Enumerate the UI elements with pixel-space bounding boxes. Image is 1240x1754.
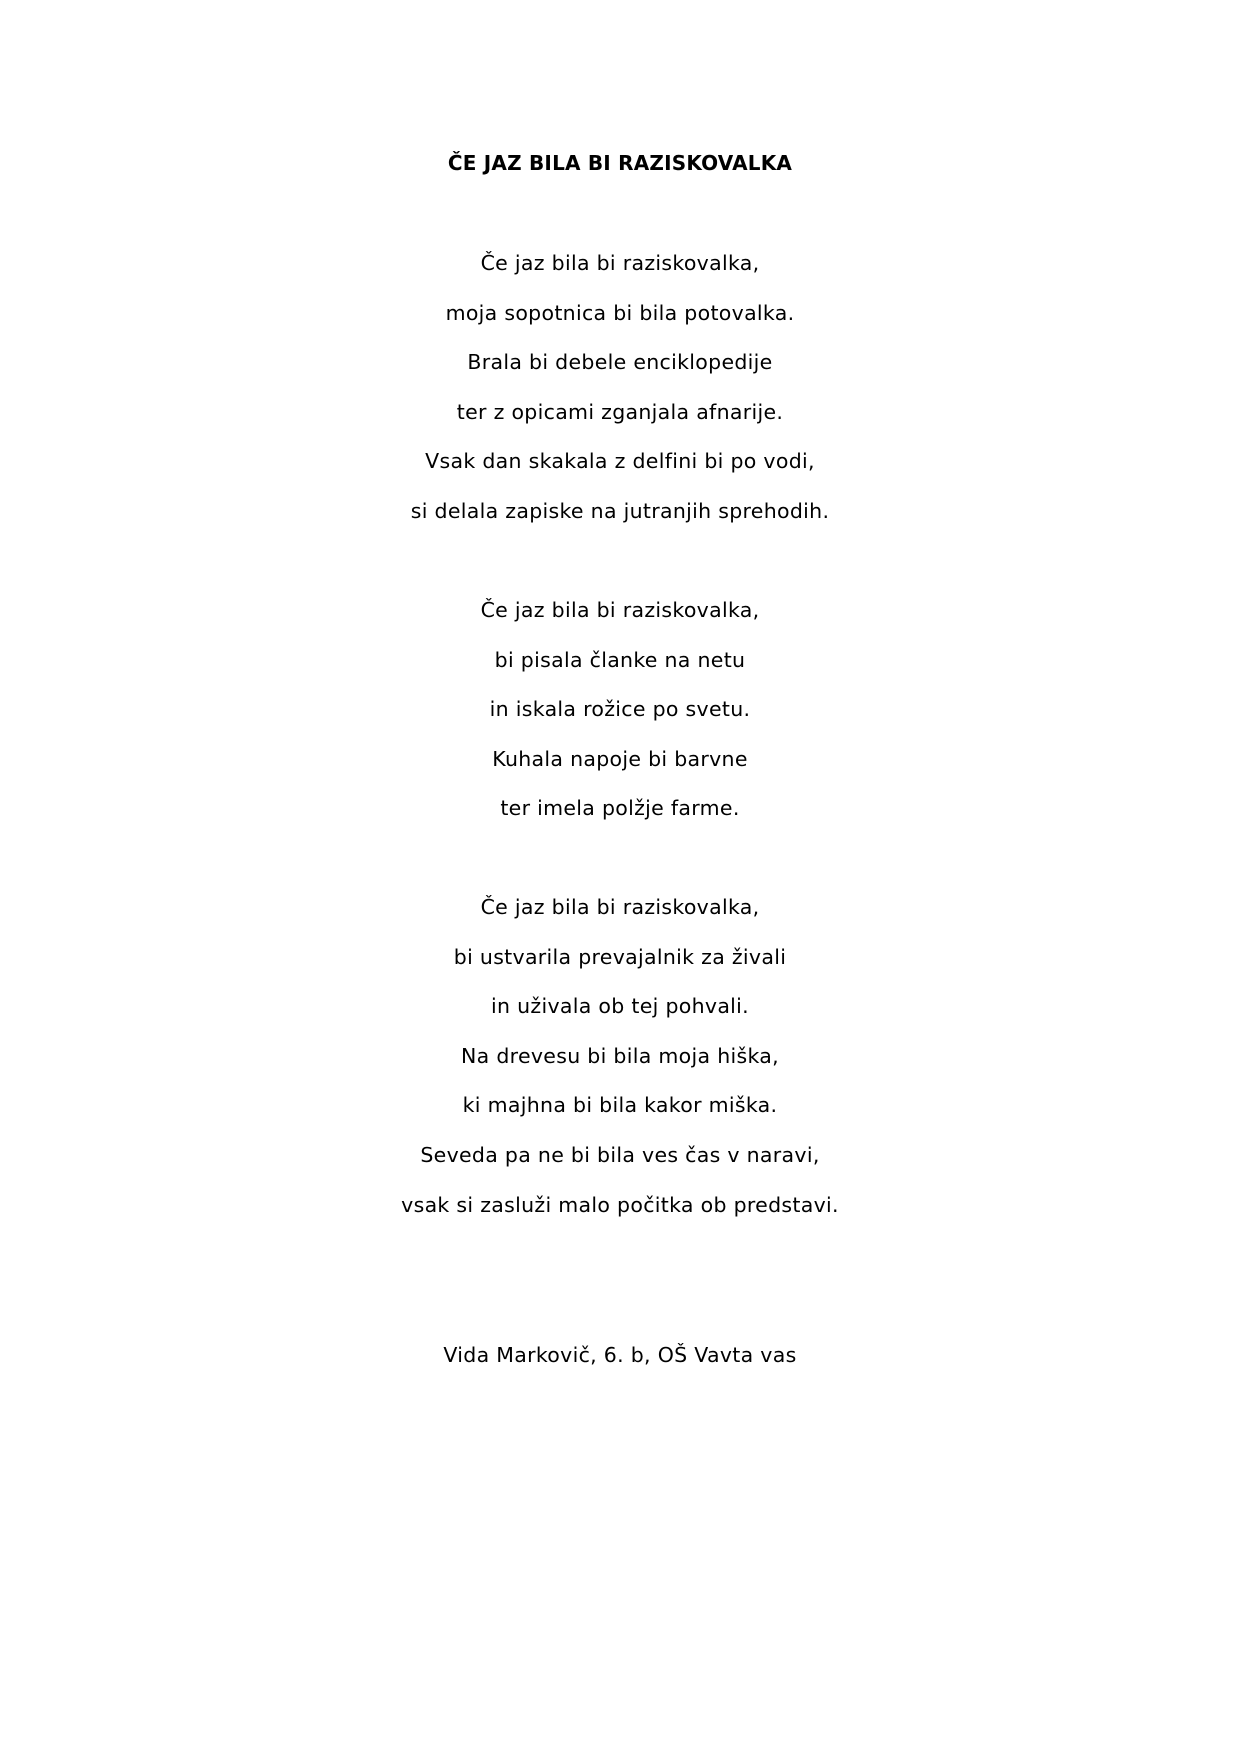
stanza-2 (0, 595, 1240, 843)
author-signature: Vida Markovič, 6. b, OŠ Vavta vas (443, 1343, 797, 1367)
poem-line: Seveda pa ne bi bila ves čas v naravi, (420, 1142, 820, 1167)
poem-line: ter imela polžje farme. (500, 796, 740, 821)
poem-line: Če jaz bila bi raziskovalka, (480, 598, 760, 622)
poem-line: Če jaz bila bi raziskovalka, (480, 251, 760, 275)
poem-line: in iskala rožice po svetu. (489, 697, 751, 722)
poem-line: moja sopotnica bi bila potovalka. (445, 300, 795, 325)
poem-line: vsak si zasluži malo počitka ob predstavi. (401, 1192, 839, 1217)
poem-line: Na drevesu bi bila moja hiška, (461, 1043, 779, 1068)
poem-line: Vsak dan skakala z delfini bi po vodi, (425, 449, 815, 474)
poem-line: Brala bi debele enciklopedije (467, 350, 773, 375)
poem-line: in uživala ob tej pohvali. (490, 994, 749, 1019)
poem-line: si delala zapiske na jutranjih sprehodih. (410, 498, 830, 523)
stanza-1 (0, 248, 1240, 546)
poem-line: bi ustvarila prevajalnik za živali (453, 944, 787, 969)
poem-line: ki majhna bi bila kakor miška. (462, 1093, 778, 1118)
poem-title: ČE JAZ BILA BI RAZISKOVALKA (447, 151, 793, 175)
poem-line: ter z opicami zganjala afnarije. (456, 399, 784, 424)
poem-line: Če jaz bila bi raziskovalka, (480, 895, 760, 919)
poem-line: Kuhala napoje bi barvne (492, 746, 748, 771)
stanza-3 (0, 892, 1240, 1239)
poem-line: bi pisala članke na netu (494, 647, 746, 672)
